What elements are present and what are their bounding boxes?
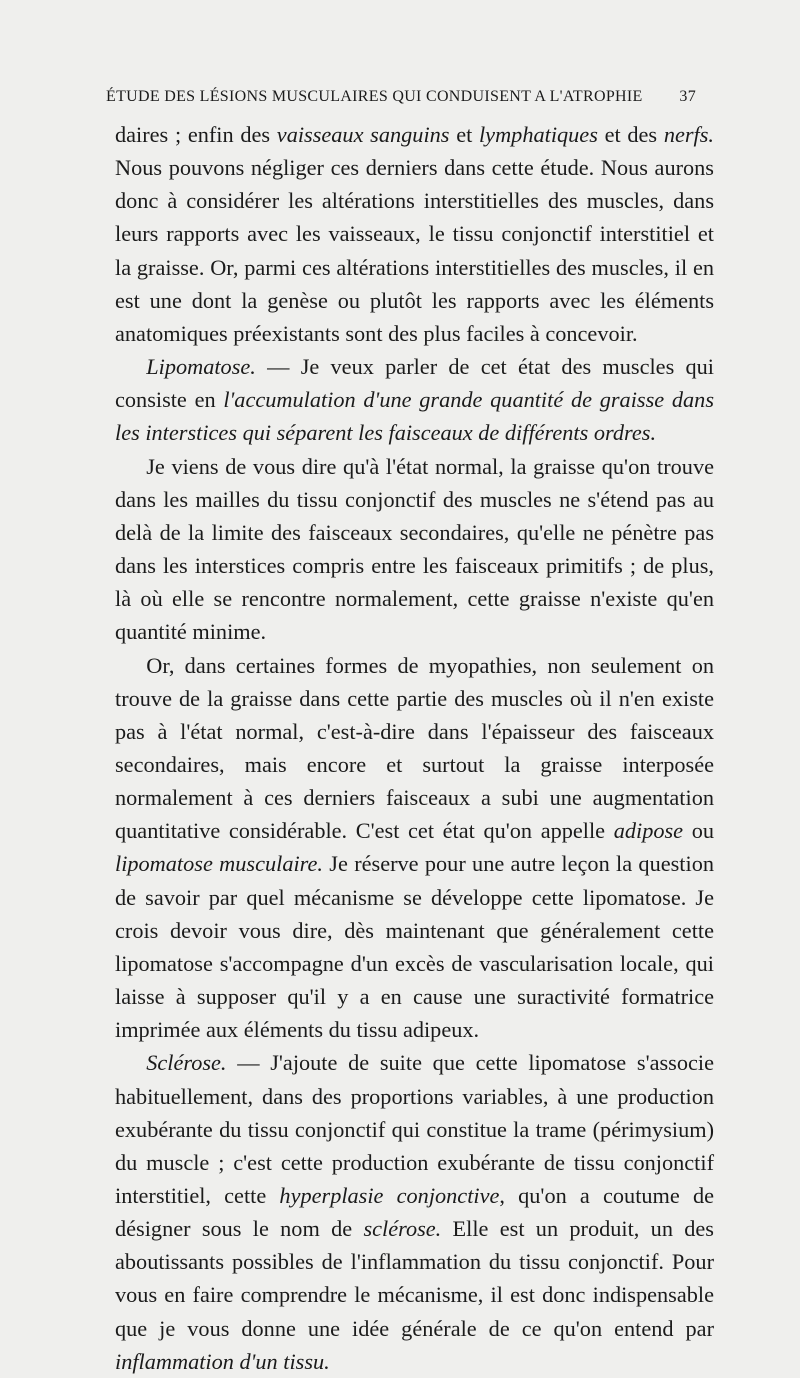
italic-text: Lipomatose.: [146, 354, 256, 380]
text-run: daires ; enfin des: [115, 122, 277, 147]
italic-text: adipose: [613, 818, 684, 844]
italic-text: Sclérose.: [146, 1050, 227, 1076]
italic-text: lipomatose musculaire.: [115, 851, 323, 877]
paragraph: [115, 450, 714, 649]
text-run: Elle est un produit, un des aboutissants possibles de l'inflammation du tissu conjonctif. Pour vous en faire comprendre le mécanisme, il est donc indispensable que je vous donne une idée générale de ce qu'on entend par: [115, 1216, 714, 1341]
italic-text: hyperplasie conjonctive: [279, 1183, 500, 1208]
italic-text: lymphatiques: [478, 122, 598, 147]
paragraph: [115, 350, 714, 449]
italic-text: l'accumulation d'une grande quantité de graisse dans les interstices qui séparent les faisceaux de différents ordres.: [115, 387, 714, 446]
text-run: ou: [683, 818, 714, 844]
paragraph: [115, 1046, 714, 1378]
text-run: Or, dans certaines formes de myopathies, non seulement on trouve de la graisse dans cette partie des muscles où il n'en existe pas à l'état normal, c'est-à-dire dans l'épaisseur des faisceaux secondaires, mais encore et surtout la graisse interposée normalement à ces derniers faisceaux a subi une augmentation quantitative considérable. C'est cet état qu'on appelle: [115, 652, 714, 844]
text-run: Je réserve pour une autre leçon la question de savoir par quel mécanisme se développe cette lipomatose. Je crois devoir vous dire, dès maintenant que généralement cette lipomatose s'accompagne d'un excès de vascularisation locale, qui laisse à supposer qu'il y a en cause une suractivité formatrice imprimée aux éléments du tissu adipeux.: [115, 851, 714, 1043]
text-run: Je viens de vous dire qu'à l'état normal, la graisse qu'on trouve dans les mailles du tissu conjonctif des muscles ne s'étend pas au delà de la limite des faisceaux secondaires, qu'elle ne pénètre pas dans les interstices compris entre les faisceaux primitifs ; de plus, là où elle se rencontre normalement, cette graisse n'existe qu'en quantité minime.: [115, 453, 714, 645]
text-run: , qu'on a coutume de désigner sous le nom de: [115, 1183, 714, 1242]
body-text: [115, 118, 714, 1378]
page-number: 37: [679, 88, 696, 105]
paragraph: [115, 649, 714, 1047]
text-run: et des: [597, 122, 664, 147]
text-run: Nous pouvons négliger ces derniers dans cette étude. Nous aurons donc à considérer les altérations interstitielles des muscles, dans leurs rapports avec les vaisseaux, le tissu conjonctif interstitiel et la graisse. Or, parmi ces altérations interstitielles des muscles, il en est une dont la genèse ou plutôt les rapports avec les éléments anatomiques préexistants sont des plus faciles à concevoir.: [115, 155, 714, 346]
italic-text: nerfs.: [663, 122, 714, 147]
text-run: — Je veux parler de cet état des muscles qui consiste en: [115, 354, 714, 413]
paragraph: [115, 118, 714, 350]
running-header: [106, 88, 696, 116]
text-run: et: [449, 122, 479, 147]
text-run: — J'ajoute de suite que cette lipomatose s'associe habituellement, dans des proportions variables, à une production exubérante du tissu conjonctif qui constitue la trame (périmysium) du muscle ; c'est cette production exubérante de tissu conjonctif interstitiel, cette: [115, 1050, 714, 1208]
running-title: ÉTUDE DES LÉSIONS MUSCULAIRES QUI CONDUISENT A L'ATROPHIE: [106, 88, 643, 105]
italic-text: inflammation d'un tissu.: [115, 1348, 330, 1374]
italic-text: sclérose.: [363, 1216, 442, 1242]
italic-text: vaisseaux sanguins: [276, 122, 450, 147]
